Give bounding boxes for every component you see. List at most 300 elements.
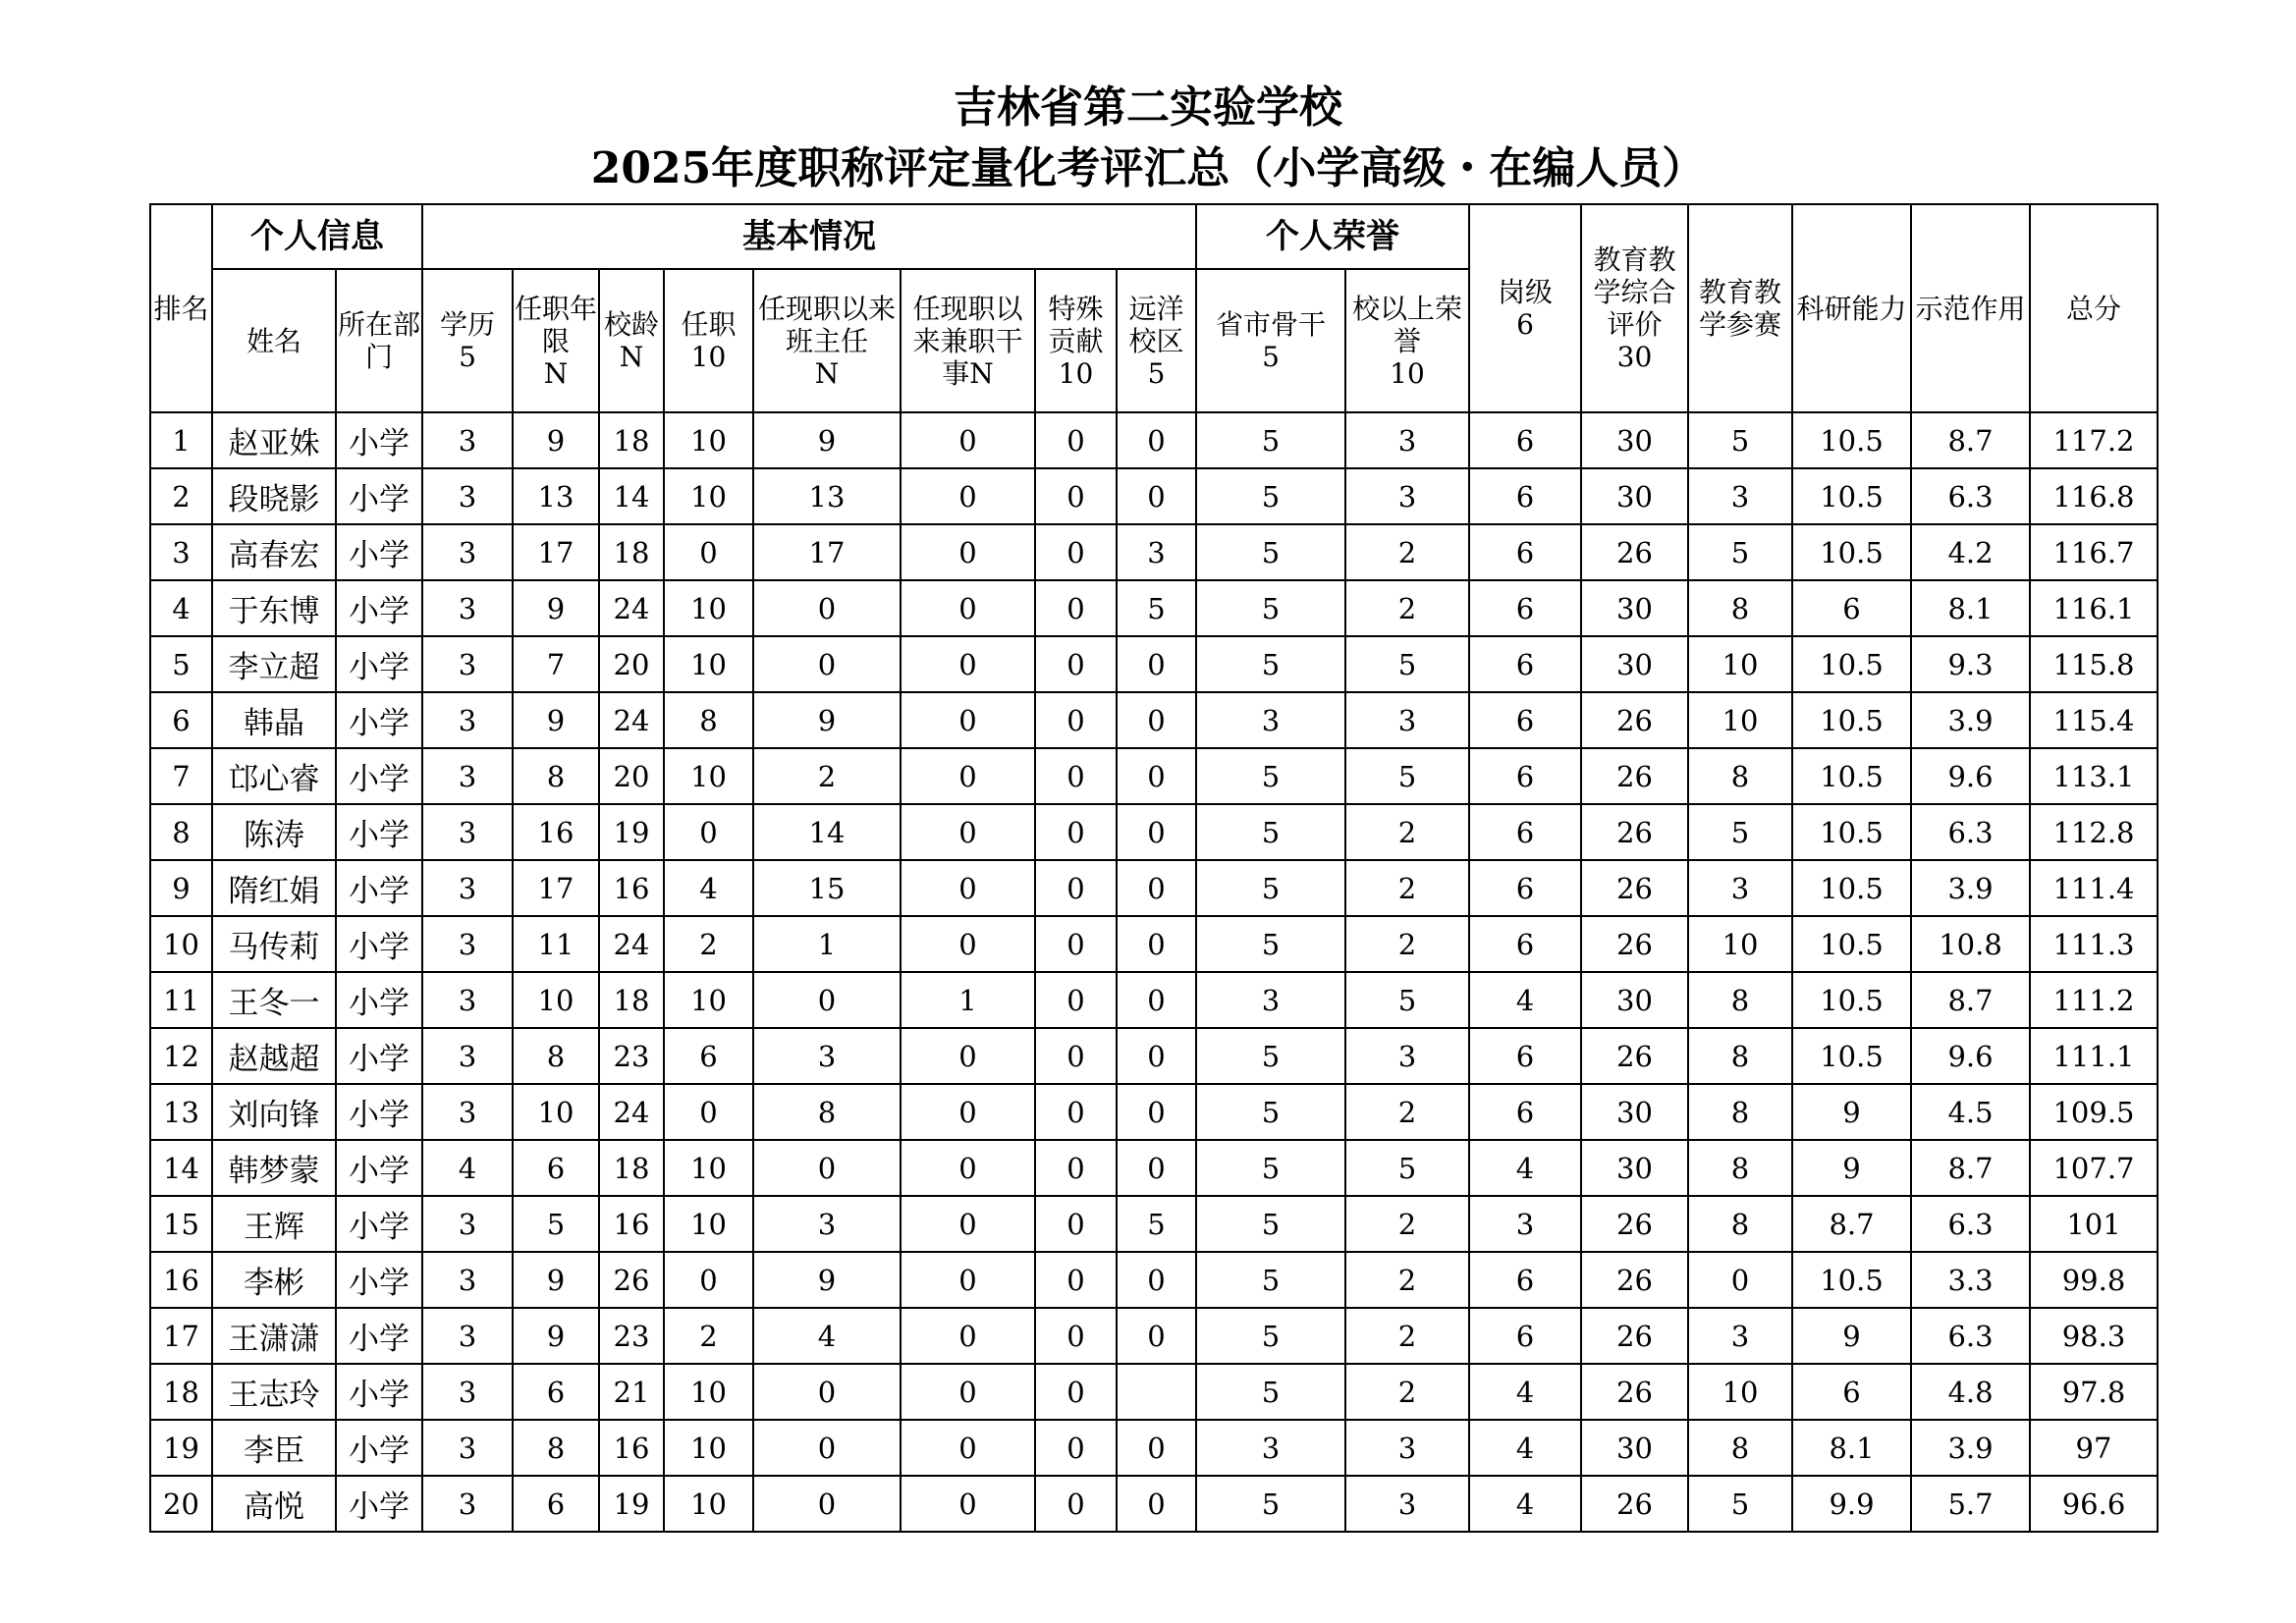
- cell-c10: 2: [1345, 860, 1469, 916]
- cell-c13: 8: [1688, 580, 1792, 636]
- table-row: [150, 860, 2158, 916]
- cell-c12: 26: [1581, 1252, 1688, 1308]
- table-row: [150, 636, 2158, 692]
- cell-c5: 0: [753, 1140, 901, 1196]
- cell-c2: 5: [513, 1196, 599, 1252]
- cell-c1: 3: [422, 916, 513, 972]
- cell-c1: 3: [422, 860, 513, 916]
- cell-c9: 5: [1196, 524, 1345, 580]
- cell-rank: 12: [150, 1028, 212, 1084]
- cell-c9: 5: [1196, 1028, 1345, 1084]
- cell-c15: 8.7: [1911, 412, 2030, 468]
- cell-c10: 3: [1345, 1028, 1469, 1084]
- header-basic: 基本情况: [422, 204, 1196, 269]
- cell-dept: 小学: [336, 804, 422, 860]
- cell-c5: 8: [753, 1084, 901, 1140]
- cell-name: 刘向锋: [212, 1084, 336, 1140]
- cell-c7: 0: [1035, 412, 1117, 468]
- cell-rank: 11: [150, 972, 212, 1028]
- cell-c11: 4: [1469, 1364, 1581, 1420]
- cell-c4: 10: [664, 1140, 753, 1196]
- cell-c11: 6: [1469, 1084, 1581, 1140]
- cell-c6: 0: [901, 1476, 1035, 1532]
- cell-c6: 0: [901, 860, 1035, 916]
- cell-c9: 5: [1196, 1476, 1345, 1532]
- cell-total: 116.8: [2030, 468, 2158, 524]
- cell-dept: 小学: [336, 1420, 422, 1476]
- cell-c7: 0: [1035, 1308, 1117, 1364]
- cell-c7: 0: [1035, 1196, 1117, 1252]
- cell-c15: 3.3: [1911, 1252, 2030, 1308]
- cell-rank: 10: [150, 916, 212, 972]
- cell-c3: 26: [599, 1252, 664, 1308]
- cell-c10: 5: [1345, 1140, 1469, 1196]
- cell-c1: 3: [422, 748, 513, 804]
- cell-c14: 8.7: [1792, 1196, 1911, 1252]
- cell-c13: 5: [1688, 1476, 1792, 1532]
- cell-c2: 6: [513, 1476, 599, 1532]
- cell-name: 李彬: [212, 1252, 336, 1308]
- cell-c3: 18: [599, 1140, 664, 1196]
- cell-name: 韩晶: [212, 692, 336, 748]
- cell-dept: 小学: [336, 1476, 422, 1532]
- cell-c10: 5: [1345, 636, 1469, 692]
- cell-c7: 0: [1035, 1476, 1117, 1532]
- cell-c7: 0: [1035, 580, 1117, 636]
- cell-c15: 6.3: [1911, 804, 2030, 860]
- cell-name: 隋红娟: [212, 860, 336, 916]
- cell-c6: 0: [901, 1364, 1035, 1420]
- table-row: [150, 1028, 2158, 1084]
- cell-c1: 3: [422, 1252, 513, 1308]
- cell-c5: 0: [753, 1476, 901, 1532]
- table-row: [150, 1308, 2158, 1364]
- cell-name: 韩梦蒙: [212, 1140, 336, 1196]
- cell-c8: 0: [1117, 1476, 1196, 1532]
- header-demo: 示范作用: [1911, 204, 2030, 412]
- cell-c3: 24: [599, 1084, 664, 1140]
- cell-c6: 0: [901, 468, 1035, 524]
- cell-c15: 8.1: [1911, 580, 2030, 636]
- cell-c6: 0: [901, 1196, 1035, 1252]
- cell-dept: 小学: [336, 468, 422, 524]
- cell-c6: 0: [901, 1140, 1035, 1196]
- cell-c7: 0: [1035, 636, 1117, 692]
- cell-name: 高悦: [212, 1476, 336, 1532]
- cell-c9: 5: [1196, 1196, 1345, 1252]
- cell-c14: 9: [1792, 1140, 1911, 1196]
- cell-c5: 4: [753, 1308, 901, 1364]
- cell-c9: 3: [1196, 692, 1345, 748]
- cell-c6: 0: [901, 1084, 1035, 1140]
- cell-c10: 2: [1345, 1308, 1469, 1364]
- cell-c3: 20: [599, 636, 664, 692]
- cell-c3: 16: [599, 1196, 664, 1252]
- cell-c9: 5: [1196, 748, 1345, 804]
- cell-c1: 3: [422, 1196, 513, 1252]
- cell-c12: 26: [1581, 1308, 1688, 1364]
- cell-c6: 1: [901, 972, 1035, 1028]
- cell-c6: 0: [901, 1308, 1035, 1364]
- cell-c5: 15: [753, 860, 901, 916]
- cell-c8: 0: [1117, 916, 1196, 972]
- cell-c7: 0: [1035, 468, 1117, 524]
- cell-c3: 16: [599, 1420, 664, 1476]
- header-rank: 排名: [150, 204, 212, 412]
- cell-total: 97: [2030, 1420, 2158, 1476]
- header-personal-info: 个人信息: [212, 204, 422, 269]
- cell-c11: 6: [1469, 860, 1581, 916]
- cell-c11: 6: [1469, 804, 1581, 860]
- cell-c1: 4: [422, 1140, 513, 1196]
- cell-total: 117.2: [2030, 412, 2158, 468]
- cell-c14: 10.5: [1792, 748, 1911, 804]
- cell-c12: 26: [1581, 860, 1688, 916]
- header-post-level: 岗级 6: [1469, 204, 1581, 412]
- cell-c5: 3: [753, 1028, 901, 1084]
- cell-c7: 0: [1035, 1140, 1117, 1196]
- cell-rank: 13: [150, 1084, 212, 1140]
- cell-c2: 16: [513, 804, 599, 860]
- cell-c9: 5: [1196, 860, 1345, 916]
- cell-c2: 9: [513, 1252, 599, 1308]
- cell-c14: 10.5: [1792, 1028, 1911, 1084]
- table-row: [150, 1196, 2158, 1252]
- cell-c15: 4.5: [1911, 1084, 2030, 1140]
- cell-c9: 5: [1196, 1084, 1345, 1140]
- cell-c15: 8.7: [1911, 1140, 2030, 1196]
- cell-c10: 2: [1345, 524, 1469, 580]
- cell-c13: 8: [1688, 972, 1792, 1028]
- cell-dept: 小学: [336, 1084, 422, 1140]
- cell-c4: 10: [664, 748, 753, 804]
- cell-c8: 5: [1117, 1196, 1196, 1252]
- cell-c13: 8: [1688, 1196, 1792, 1252]
- header-school-age: 校龄 N: [599, 269, 664, 412]
- cell-c1: 3: [422, 1084, 513, 1140]
- cell-c6: 0: [901, 412, 1035, 468]
- cell-c14: 9.9: [1792, 1476, 1911, 1532]
- header-education: 学历 5: [422, 269, 513, 412]
- cell-dept: 小学: [336, 1308, 422, 1364]
- cell-dept: 小学: [336, 1140, 422, 1196]
- cell-c2: 8: [513, 1028, 599, 1084]
- header-backbone: 省市骨干 5: [1196, 269, 1345, 412]
- cell-c12: 30: [1581, 468, 1688, 524]
- table-row: [150, 1140, 2158, 1196]
- cell-c3: 24: [599, 692, 664, 748]
- cell-c4: 6: [664, 1028, 753, 1084]
- cell-rank: 15: [150, 1196, 212, 1252]
- cell-c7: 0: [1035, 692, 1117, 748]
- cell-c7: 0: [1035, 1028, 1117, 1084]
- cell-c1: 3: [422, 804, 513, 860]
- cell-c14: 10.5: [1792, 468, 1911, 524]
- cell-c2: 11: [513, 916, 599, 972]
- cell-rank: 5: [150, 636, 212, 692]
- cell-c3: 24: [599, 580, 664, 636]
- cell-c2: 9: [513, 1308, 599, 1364]
- cell-c13: 8: [1688, 1028, 1792, 1084]
- cell-c6: 0: [901, 692, 1035, 748]
- cell-c7: 0: [1035, 804, 1117, 860]
- table-row: [150, 1420, 2158, 1476]
- cell-c10: 5: [1345, 748, 1469, 804]
- cell-c7: 0: [1035, 916, 1117, 972]
- header-comprehensive: 教育教学综合评价 30: [1581, 204, 1688, 412]
- cell-c7: 0: [1035, 1364, 1117, 1420]
- header-tenure: 任职 10: [664, 269, 753, 412]
- cell-c1: 3: [422, 1028, 513, 1084]
- cell-c4: 10: [664, 1476, 753, 1532]
- cell-rank: 8: [150, 804, 212, 860]
- cell-c5: 9: [753, 412, 901, 468]
- cell-c3: 16: [599, 860, 664, 916]
- cell-c11: 4: [1469, 1140, 1581, 1196]
- cell-name: 马传莉: [212, 916, 336, 972]
- cell-c7: 0: [1035, 1252, 1117, 1308]
- cell-dept: 小学: [336, 916, 422, 972]
- cell-c8: 0: [1117, 1084, 1196, 1140]
- cell-dept: 小学: [336, 1252, 422, 1308]
- cell-c7: 0: [1035, 860, 1117, 916]
- cell-c13: 3: [1688, 1308, 1792, 1364]
- cell-c4: 0: [664, 1084, 753, 1140]
- cell-c13: 8: [1688, 748, 1792, 804]
- cell-name: 赵亚姝: [212, 412, 336, 468]
- cell-c10: 3: [1345, 1476, 1469, 1532]
- cell-c8: 0: [1117, 412, 1196, 468]
- cell-name: 段晓影: [212, 468, 336, 524]
- cell-c15: 4.8: [1911, 1364, 2030, 1420]
- cell-c6: 0: [901, 580, 1035, 636]
- cell-c4: 10: [664, 972, 753, 1028]
- cell-name: 王冬一: [212, 972, 336, 1028]
- cell-c14: 10.5: [1792, 692, 1911, 748]
- cell-c13: 5: [1688, 412, 1792, 468]
- cell-c5: 3: [753, 1196, 901, 1252]
- cell-c9: 3: [1196, 1420, 1345, 1476]
- table-row: [150, 748, 2158, 804]
- cell-c11: 6: [1469, 524, 1581, 580]
- cell-rank: 7: [150, 748, 212, 804]
- cell-c5: 0: [753, 1420, 901, 1476]
- cell-c12: 30: [1581, 412, 1688, 468]
- cell-c3: 21: [599, 1364, 664, 1420]
- cell-c12: 26: [1581, 692, 1688, 748]
- cell-c9: 5: [1196, 1140, 1345, 1196]
- cell-c5: 1: [753, 916, 901, 972]
- cell-c2: 6: [513, 1364, 599, 1420]
- cell-c7: 0: [1035, 748, 1117, 804]
- cell-c8: 0: [1117, 804, 1196, 860]
- table-row: [150, 1084, 2158, 1140]
- cell-c14: 10.5: [1792, 412, 1911, 468]
- cell-c3: 24: [599, 916, 664, 972]
- cell-c11: 6: [1469, 692, 1581, 748]
- cell-rank: 18: [150, 1364, 212, 1420]
- cell-c13: 8: [1688, 1420, 1792, 1476]
- header-contest: 教育教学参赛: [1688, 204, 1792, 412]
- table-row: [150, 692, 2158, 748]
- cell-c1: 3: [422, 524, 513, 580]
- header-row-groups: [150, 204, 2158, 269]
- cell-c2: 17: [513, 524, 599, 580]
- cell-total: 101: [2030, 1196, 2158, 1252]
- cell-c10: 2: [1345, 916, 1469, 972]
- cell-c13: 8: [1688, 1084, 1792, 1140]
- cell-c2: 7: [513, 636, 599, 692]
- header-research: 科研能力: [1792, 204, 1911, 412]
- cell-c4: 0: [664, 1252, 753, 1308]
- cell-c9: 5: [1196, 1364, 1345, 1420]
- cell-c7: 0: [1035, 1084, 1117, 1140]
- cell-total: 116.1: [2030, 580, 2158, 636]
- cell-c3: 18: [599, 972, 664, 1028]
- cell-rank: 9: [150, 860, 212, 916]
- cell-c12: 30: [1581, 972, 1688, 1028]
- cell-c8: 3: [1117, 524, 1196, 580]
- cell-c15: 3.9: [1911, 692, 2030, 748]
- cell-c14: 10.5: [1792, 1252, 1911, 1308]
- cell-c14: 10.5: [1792, 804, 1911, 860]
- cell-c12: 26: [1581, 916, 1688, 972]
- cell-c4: 10: [664, 412, 753, 468]
- cell-c12: 26: [1581, 804, 1688, 860]
- cell-dept: 小学: [336, 636, 422, 692]
- cell-c13: 10: [1688, 916, 1792, 972]
- document-subtitle: 2025年度职称评定量化考评汇总（小学高级・在编人员）: [590, 143, 1706, 193]
- cell-name: 邙心睿: [212, 748, 336, 804]
- cell-c11: 6: [1469, 412, 1581, 468]
- cell-c11: 6: [1469, 468, 1581, 524]
- cell-c4: 10: [664, 468, 753, 524]
- cell-c13: 3: [1688, 468, 1792, 524]
- header-total: 总分: [2030, 204, 2158, 412]
- cell-c14: 9: [1792, 1084, 1911, 1140]
- cell-c12: 30: [1581, 1420, 1688, 1476]
- cell-c6: 0: [901, 916, 1035, 972]
- cell-c3: 23: [599, 1308, 664, 1364]
- cell-c9: 5: [1196, 916, 1345, 972]
- cell-name: 李臣: [212, 1420, 336, 1476]
- cell-c9: 5: [1196, 468, 1345, 524]
- cell-c9: 5: [1196, 412, 1345, 468]
- cell-c11: 6: [1469, 1308, 1581, 1364]
- cell-c12: 26: [1581, 1364, 1688, 1420]
- cell-c8: 0: [1117, 1028, 1196, 1084]
- cell-c8: 5: [1117, 580, 1196, 636]
- cell-c15: 6.3: [1911, 1308, 2030, 1364]
- cell-rank: 1: [150, 412, 212, 468]
- cell-c3: 18: [599, 412, 664, 468]
- header-special: 特殊贡献 10: [1035, 269, 1117, 412]
- cell-c2: 6: [513, 1140, 599, 1196]
- table-row: [150, 916, 2158, 972]
- cell-rank: 3: [150, 524, 212, 580]
- cell-total: 97.8: [2030, 1364, 2158, 1420]
- cell-total: 96.6: [2030, 1476, 2158, 1532]
- cell-c1: 3: [422, 972, 513, 1028]
- cell-c15: 6.3: [1911, 1196, 2030, 1252]
- cell-rank: 2: [150, 468, 212, 524]
- cell-c4: 10: [664, 1420, 753, 1476]
- cell-c4: 0: [664, 804, 753, 860]
- cell-c12: 30: [1581, 1084, 1688, 1140]
- cell-c13: 10: [1688, 1364, 1792, 1420]
- cell-c7: 0: [1035, 1420, 1117, 1476]
- cell-c10: 2: [1345, 1252, 1469, 1308]
- cell-c7: 0: [1035, 524, 1117, 580]
- cell-dept: 小学: [336, 972, 422, 1028]
- table-row: [150, 412, 2158, 468]
- cell-c14: 6: [1792, 580, 1911, 636]
- cell-c15: 9.6: [1911, 1028, 2030, 1084]
- cell-c13: 5: [1688, 804, 1792, 860]
- cell-c14: 10.5: [1792, 860, 1911, 916]
- cell-c15: 8.7: [1911, 972, 2030, 1028]
- cell-c13: 10: [1688, 692, 1792, 748]
- cell-name: 高春宏: [212, 524, 336, 580]
- cell-c14: 8.1: [1792, 1420, 1911, 1476]
- cell-name: 陈涛: [212, 804, 336, 860]
- cell-c10: 3: [1345, 468, 1469, 524]
- cell-c12: 26: [1581, 1196, 1688, 1252]
- cell-c4: 2: [664, 916, 753, 972]
- cell-c14: 10.5: [1792, 636, 1911, 692]
- cell-total: 112.8: [2030, 804, 2158, 860]
- cell-c4: 10: [664, 636, 753, 692]
- cell-c8: 0: [1117, 1140, 1196, 1196]
- cell-total: 111.3: [2030, 916, 2158, 972]
- header-honor: 个人荣誉: [1196, 204, 1469, 269]
- cell-name: 李立超: [212, 636, 336, 692]
- cell-c8: 0: [1117, 972, 1196, 1028]
- cell-name: 王志玲: [212, 1364, 336, 1420]
- cell-c10: 2: [1345, 804, 1469, 860]
- cell-c10: 2: [1345, 1084, 1469, 1140]
- cell-c2: 9: [513, 692, 599, 748]
- cell-c12: 30: [1581, 1140, 1688, 1196]
- cell-c12: 26: [1581, 748, 1688, 804]
- cell-dept: 小学: [336, 860, 422, 916]
- cell-c4: 10: [664, 1196, 753, 1252]
- cell-rank: 6: [150, 692, 212, 748]
- cell-c6: 0: [901, 804, 1035, 860]
- table-row: [150, 468, 2158, 524]
- cell-total: 109.5: [2030, 1084, 2158, 1140]
- cell-c8: 0: [1117, 1308, 1196, 1364]
- cell-c15: 5.7: [1911, 1476, 2030, 1532]
- cell-c10: 3: [1345, 692, 1469, 748]
- cell-c5: 9: [753, 692, 901, 748]
- cell-dept: 小学: [336, 580, 422, 636]
- cell-c8: 0: [1117, 860, 1196, 916]
- cell-c3: 19: [599, 1476, 664, 1532]
- cell-c1: 3: [422, 412, 513, 468]
- cell-c3: 18: [599, 524, 664, 580]
- cell-c8: 0: [1117, 748, 1196, 804]
- cell-c11: 6: [1469, 748, 1581, 804]
- cell-c5: 2: [753, 748, 901, 804]
- cell-c11: 4: [1469, 1420, 1581, 1476]
- cell-total: 116.7: [2030, 524, 2158, 580]
- cell-dept: 小学: [336, 1196, 422, 1252]
- cell-c15: 3.9: [1911, 860, 2030, 916]
- cell-c15: 10.8: [1911, 916, 2030, 972]
- cell-total: 107.7: [2030, 1140, 2158, 1196]
- cell-c14: 10.5: [1792, 524, 1911, 580]
